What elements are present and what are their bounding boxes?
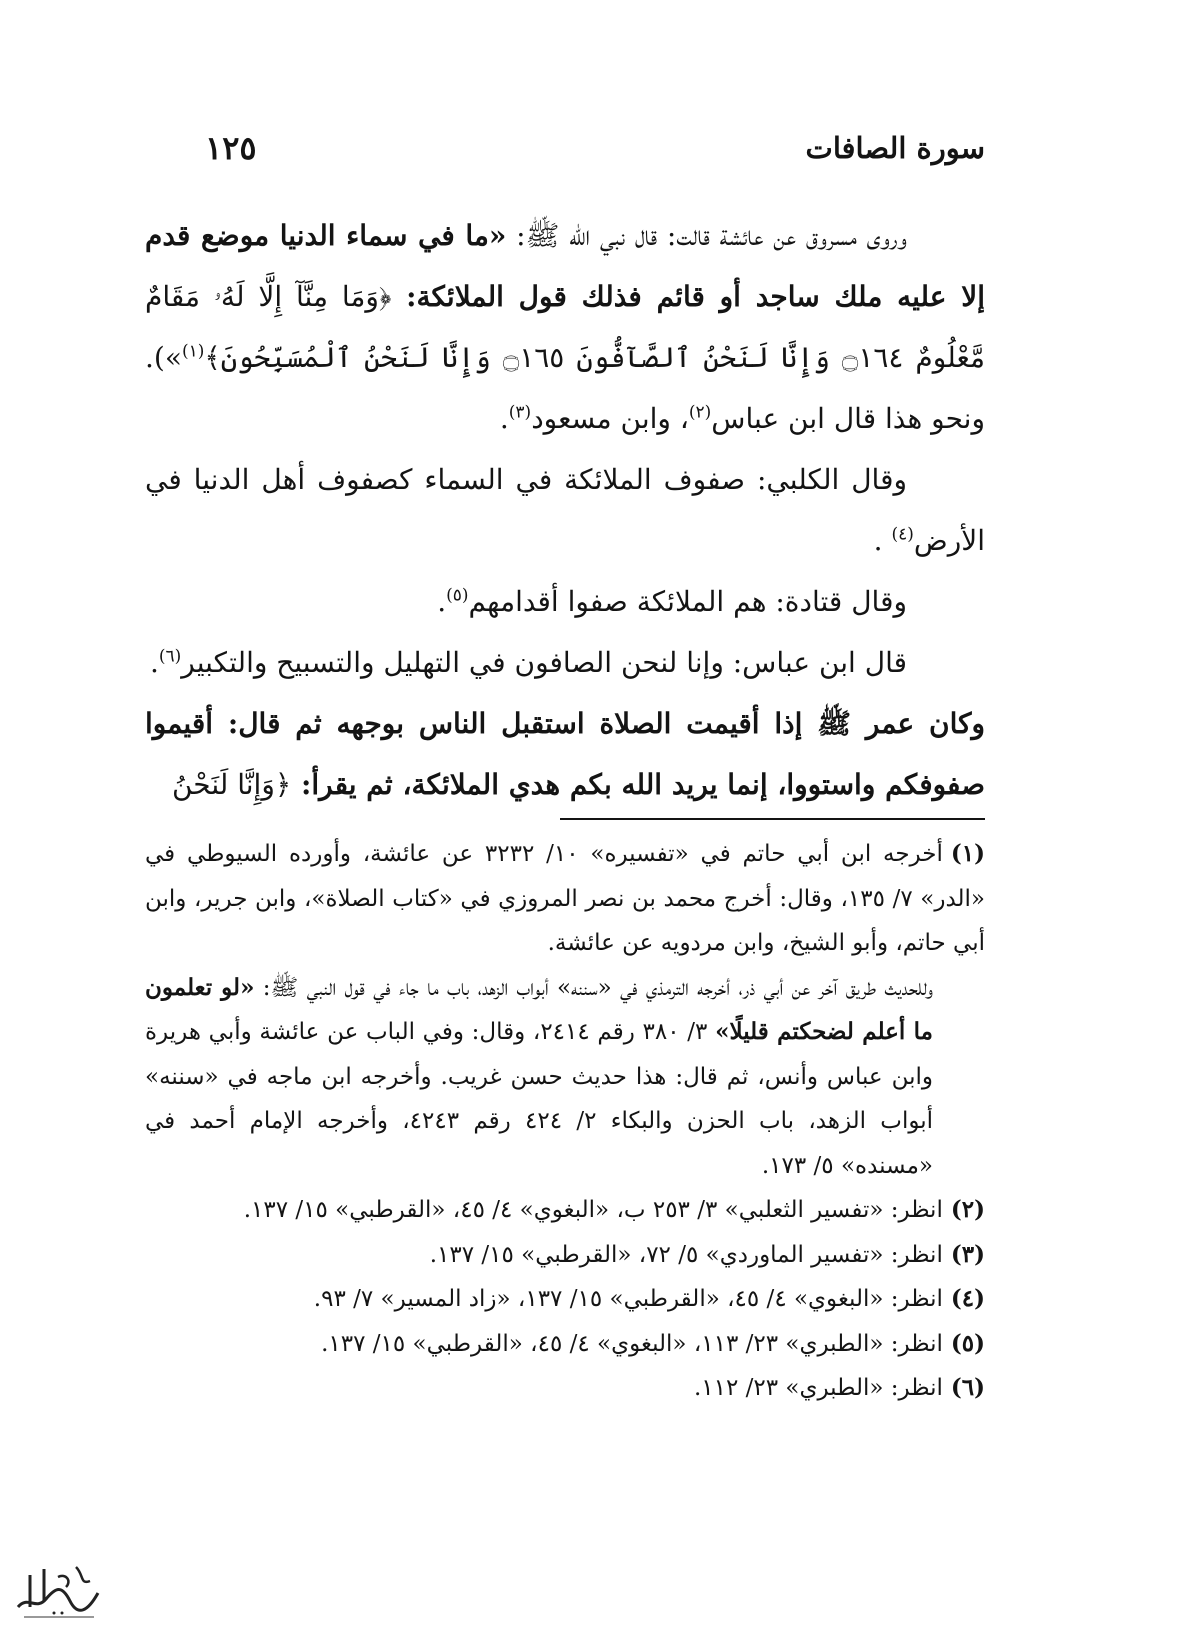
footnote-6 (145, 1366, 985, 1411)
p1-end: . (499, 402, 509, 435)
main-text (145, 205, 985, 815)
footnote-number: (٦) (950, 1374, 985, 1401)
paragraph-5 (145, 693, 985, 815)
p1-mid: ، وابن مسعود (531, 402, 689, 435)
p5-text: وكان عمر ﷺ إذا أقيمت الصلاة استقبل الناس بوجهه ثم قال: أقيموا صفوفكم واستووا، إنما يريد الله بكم هدي الملائكة، ثم يقرأ: (145, 707, 985, 801)
footnote-text: وللحديث طريق آخر عن أبي ذر، أخرجه الترمذي في «سننه» أبواب الزهد، باب ما جاء في قول النبي ﷺ: (254, 974, 934, 1001)
footnote-text: انظر: «تفسير الثعلبي» ٣/ ٢٥٣ ب، «البغوي» ٤/ ٤٥، «القرطبي» ١٥/ ١٣٧. (243, 1197, 943, 1223)
p2-end: . (873, 524, 892, 557)
footnote-2 (145, 1188, 985, 1233)
footnote-1 (145, 832, 985, 966)
paragraph-4 (145, 632, 985, 693)
footnote-ref-6[interactable]: (٦) (158, 646, 182, 667)
footnote-number: (١) (950, 840, 985, 867)
library-logo-icon (10, 1555, 105, 1625)
footnote-number: (٢) (950, 1196, 985, 1223)
page-number: ١٢٥ (205, 129, 257, 167)
paragraph-3 (145, 571, 985, 632)
footnote-ref-2[interactable]: (٢) (688, 402, 712, 423)
page-header (205, 120, 985, 176)
quran-verse-start: ﴿وَإِنَّا لَنَحْنُ (171, 768, 292, 801)
quran-verse: ﴿وَمَا مِنَّآ إِلَّا لَهُۥ مَقَامٌ مَّعْلُومٌ ۝١٦٤ وَإِنَّا لَنَحْنُ ٱلصَّآفُّونَ ۝١٦٥ وَإِنَّا لَنَحْنُ ٱلْمُسَبِّحُونَ﴾ (145, 280, 985, 374)
footnote-ref-1[interactable]: (١) (181, 341, 205, 362)
footnote-text: انظر: «الطبري» ٢٣/ ١١٣، «البغوي» ٤/ ٤٥، «القرطبي» ١٥/ ١٣٧. (321, 1330, 943, 1357)
logo-calligraphy-icon (10, 1555, 105, 1625)
footnote-number: (٥) (950, 1329, 985, 1357)
footnote-ref-5[interactable]: (٥) (446, 585, 469, 606)
footnote-text: ٣/ ٣٨٠ رقم ٢٤١٤، وقال: وفي الباب عن عائشة وأبي هريرة وابن عباس وأنس، ثم قال: هذا حديث حسن غريب. وأخرجه ابن ماجه في «سننه» أبواب الزهد، باب الحزن والبكاء ٢/ ٤٢٤ رقم ٤٢٤٣، وأخرجه الإمام أحمد في «مسنده» ٥/ ١٧٣. (145, 1019, 934, 1179)
p2-text: وقال الكلبي: صفوف الملائكة في السماء كصفوف أهل الدنيا في الأرض (145, 463, 985, 557)
surah-title: سورة الصافات (805, 131, 985, 165)
footnote-5 (145, 1322, 985, 1367)
footnotes (145, 832, 985, 1411)
footnote-number: (٤) (950, 1285, 985, 1312)
p1-lead: وروى مسروق عن عائشة قالت: قال نبي الله ﷺ: (506, 219, 907, 252)
footnote-text: انظر: «الطبري» ٢٣/ ١١٢. (693, 1375, 943, 1401)
footnote-number: (٣) (950, 1240, 985, 1268)
p4-text: قال ابن عباس: وإنا لنحن الصافون في التهليل والتسبيح والتكبير (181, 646, 907, 679)
footnote-1-continued (145, 966, 985, 1189)
footnote-text: انظر: «تفسير الماوردي» ٥/ ٧٢، «القرطبي» ١٥/ ١٣٧. (429, 1241, 943, 1268)
hadith-text: «ما في سماء الدنيا موضع قدم إلا عليه ملك ساجد أو قائم فذلك قول الملائكة: (145, 219, 985, 313)
footnote-text: انظر: «البغوي» ٤/ ٤٥، «القرطبي» ١٥/ ١٣٧، «زاد المسير» ٧/ ٩٣. (313, 1286, 943, 1312)
footnote-3 (145, 1233, 985, 1278)
p1-after: »). ونحو هذا قال ابن عباس (145, 341, 985, 435)
footnote-text: أخرجه ابن أبي حاتم في «تفسيره» ١٠/ ٣٢٣٢ عن عائشة، وأورده السيوطي في «الدر» ٧/ ١٣٥، وقال: أخرج محمد بن نصر المروزي في «كتاب الصلاة»، وابن جرير، وابن أبي حاتم، وأبو الشيخ، وابن مردويه عن عائشة. (145, 841, 985, 956)
footnote-ref-4[interactable]: (٤) (891, 524, 914, 545)
hadith-quote: «لو تعلمون ما أعلم لضحكتم قليلًا» (145, 973, 934, 1045)
p3-end: . (437, 585, 447, 618)
p4-end: . (149, 646, 159, 679)
paragraph-2 (145, 449, 985, 571)
footnote-divider (560, 818, 985, 820)
p3-text: وقال قتادة: هم الملائكة صفوا أقدامهم (468, 585, 907, 618)
footnote-4 (145, 1277, 985, 1322)
footnote-ref-3[interactable]: (٣) (508, 402, 532, 423)
paragraph-1 (145, 205, 985, 449)
